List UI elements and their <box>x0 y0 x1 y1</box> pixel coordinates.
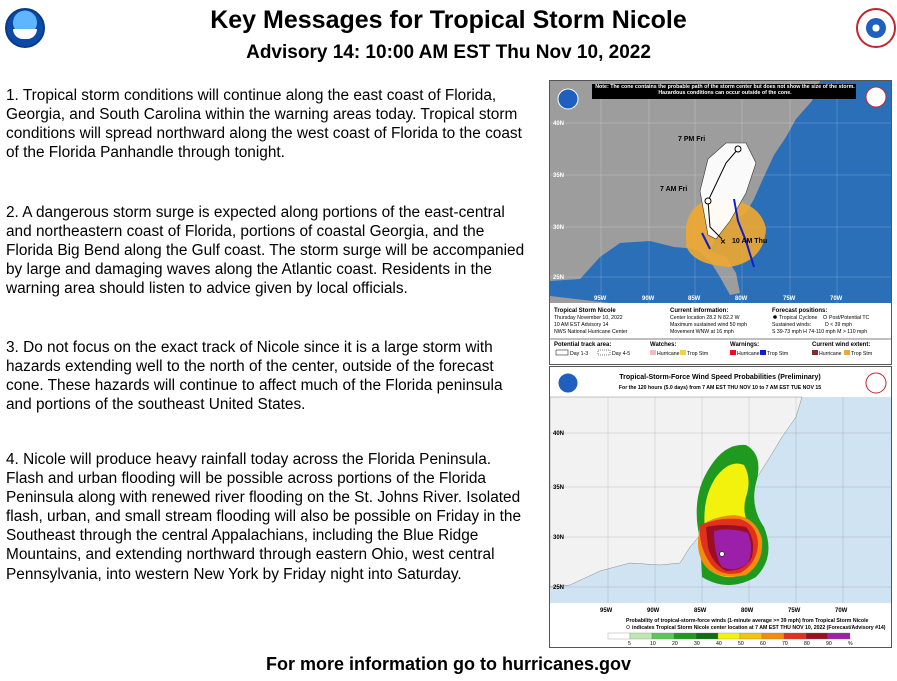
wind-caption-1: Probability of tropical-storm-force winds (1-minute average >= 39 mph) from Tropical Storm Nicole <box>626 618 869 624</box>
noaa-logo <box>558 373 578 393</box>
current-movement: Movement WNW at 16 mph <box>670 329 734 335</box>
current-info-title: Current information: <box>670 308 729 314</box>
nws-logo <box>866 373 886 393</box>
lon-label: 90W <box>647 608 660 614</box>
storm-date: Thursday November 10, 2022 <box>554 315 623 321</box>
track-label: 10 AM Thu <box>732 238 768 245</box>
sustained-s: S 39-73 mph H 74-110 mph M > 110 mph <box>772 329 868 335</box>
forecast-tc: Tropical Cyclone <box>779 315 818 321</box>
warning-hurricane: Hurricane <box>737 351 760 357</box>
extent-hurricane: Hurricane <box>819 351 842 357</box>
track-area-title: Potential track area: <box>554 342 612 348</box>
lat-label: 40N <box>553 431 565 437</box>
lon-label: 75W <box>783 296 796 302</box>
key-message-4: 4. Nicole will produce heavy rainfall today across the Florida Peninsula. Flash and urban flooding will be possible across portions of the Florida Peninsula along with renewed river flooding on the St. Johns River. Isolated flash, urban, and small stream flooding will also be possible on Friday in the Southeast through the central Appalachians, including the Blue Ridge Mountains, and extending northward through eastern Ohio, west central Pennsylvania, into western New York by Friday night into Saturday. <box>6 451 522 583</box>
scale-label: 80 <box>804 641 810 647</box>
lon-label: 85W <box>688 296 701 302</box>
storm-center-marker <box>720 552 725 557</box>
lon-label: 70W <box>830 296 843 302</box>
page-title: Key Messages for Tropical Storm Nicole <box>210 6 687 34</box>
nws-logo <box>866 87 886 107</box>
lat-label: 30N <box>553 535 565 541</box>
sustained-d: D < 39 mph <box>825 322 852 328</box>
footer-link-text: For more information go to hurricanes.gov <box>265 654 632 674</box>
scale-label: 20 <box>672 641 678 647</box>
watch-hurricane: Hurricane <box>657 351 680 357</box>
wind-graphic-title: Tropical-Storm-Force Wind Speed Probabilities (Preliminary) <box>619 374 821 381</box>
storm-advisory: 10 AM EST Advisory 14 <box>554 322 609 328</box>
scale-label: 50 <box>738 641 744 647</box>
forecast-title: Forecast positions: <box>772 308 828 314</box>
lon-label: 75W <box>788 608 801 614</box>
current-wind: Maximum sustained wind 50 mph <box>670 322 747 328</box>
scale-label: 40 <box>716 641 722 647</box>
forecast-post: Post/Potential TC <box>829 315 870 321</box>
noaa-logo <box>558 89 578 109</box>
scale-swatch <box>740 633 762 639</box>
lat-label: 35N <box>553 485 565 491</box>
advisory-subtitle: Advisory 14: 10:00 AM EST Thu Nov 10, 2022 <box>246 42 651 63</box>
lon-label: 80W <box>735 296 748 302</box>
sustained-label: Sustained winds: <box>772 322 812 328</box>
track-label: 7 PM Fri <box>678 136 706 143</box>
wind-probability-graphic <box>549 366 892 648</box>
scale-swatch <box>718 633 740 639</box>
scale-swatch <box>762 633 784 639</box>
extent-trop-stm: Trop Stm <box>851 351 873 357</box>
lat-label: 35N <box>553 173 565 179</box>
watches-title: Watches: <box>650 342 677 348</box>
lat-label: 40N <box>553 121 565 127</box>
lat-label: 25N <box>553 275 565 281</box>
forecast-position <box>735 146 741 152</box>
scale-swatch <box>696 633 718 639</box>
lon-label: 90W <box>642 296 655 302</box>
storm-source: NWS National Hurricane Center <box>554 329 628 335</box>
key-message-1: 1. Tropical storm conditions will continue along the east coast of Florida, Georgia, and South Carolina within the warning areas today. Tropical storm conditions will spread northward along the west coast of Florida to the coast of the Florida Panhandle through tonight. <box>6 87 522 162</box>
lat-label: 25N <box>553 585 565 591</box>
current-position-marker: ✕ <box>720 239 726 246</box>
warning-trop-stm: Trop Stm <box>767 351 789 357</box>
lon-label: 70W <box>835 608 848 614</box>
scale-label: 10 <box>650 641 656 647</box>
scale-label: 30 <box>694 641 700 647</box>
scale-swatch <box>630 633 652 639</box>
lon-label: 95W <box>600 608 613 614</box>
scale-swatch <box>828 633 850 639</box>
scale-label: 5 <box>628 641 631 647</box>
watch-trop-stm: Trop Stm <box>687 351 709 357</box>
scale-swatch <box>652 633 674 639</box>
scale-label: % <box>848 641 853 647</box>
scale-label: 60 <box>760 641 766 647</box>
key-message-2: 2. A dangerous storm surge is expected along portions of the east-central and northeastern coast of Florida, portions of coastal Georgia, and the Florida Big Bend along the Gulf coast. The storm surge will be accompanied by large and damaging waves along the Atlantic coast. Residents in the warning area should listen to advice given by local officials. <box>6 204 525 298</box>
wind-caption-2: indicates Tropical Storm Nicole center location at 7 AM EST THU NOV 10, 2022 (Forecast/Advisory #14) <box>632 625 886 631</box>
lon-label: 85W <box>694 608 707 614</box>
day45-label: Day 4-5 <box>612 351 631 357</box>
warnings-title: Warnings: <box>730 342 760 348</box>
forecast-position <box>705 198 711 204</box>
scale-label: 90 <box>826 641 832 647</box>
scale-swatch <box>608 633 630 639</box>
wind-extent-title: Current wind extent: <box>812 342 871 348</box>
scale-label: 70 <box>782 641 788 647</box>
scale-swatch <box>674 633 696 639</box>
lon-label: 95W <box>594 296 607 302</box>
lat-label: 30N <box>553 225 565 231</box>
key-message-3: 3. Do not focus on the exact track of Nicole since it is a large storm with hazards extending well to the north of the center, outside of the forecast cone. These hazards will continue to affect much of the Florida peninsula and portions of the southeast United States. <box>6 339 503 414</box>
forecast-cone-graphic <box>549 80 892 365</box>
scale-swatch <box>784 633 806 639</box>
current-location: Center location 28.2 N 82.2 W <box>670 315 740 321</box>
wind-graphic-subtitle: For the 120 hours (5.0 days) from 7 AM EST THU NOV 10 to 7 AM EST TUE NOV 15 <box>618 385 822 391</box>
day13-label: Day 1-3 <box>570 351 589 357</box>
lon-label: 80W <box>741 608 754 614</box>
scale-swatch <box>806 633 828 639</box>
track-label: 7 AM Fri <box>660 186 688 193</box>
cone-note: Note: The cone contains the probable path of the storm center but does not show the size of the storm. Hazardous conditions can occur outside of the cone. <box>595 84 855 97</box>
storm-name: Tropical Storm Nicole <box>554 308 616 314</box>
